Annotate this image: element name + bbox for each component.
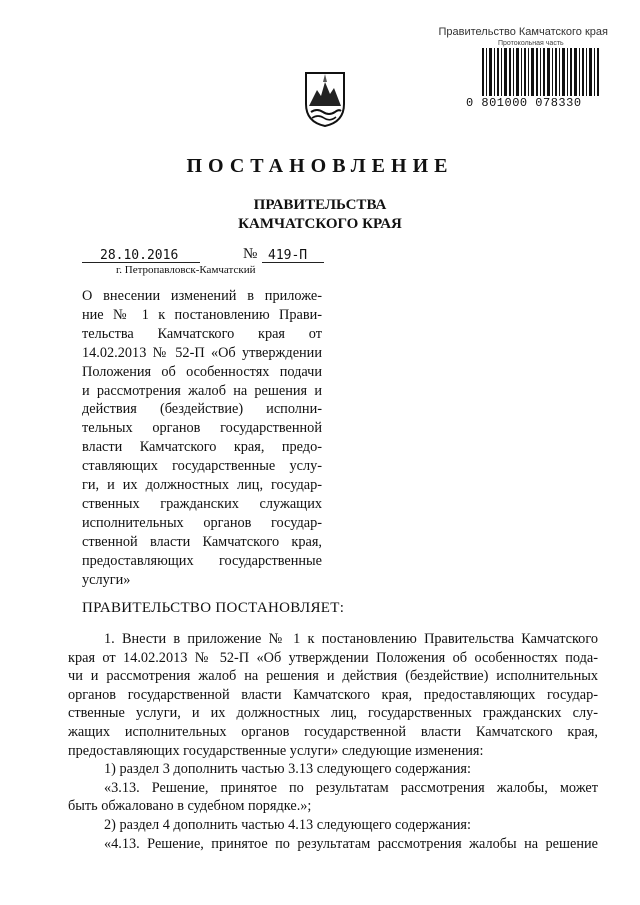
subject-line: ственных гражданских служащих	[82, 495, 322, 512]
body-line: органов государственной власти Камчатского края, предоставляющих государ-	[68, 686, 598, 703]
body-line: 1) раздел 3 дополнить частью 3.13 следующего содержания:	[104, 761, 471, 778]
body-line: быть обжаловано в судебном порядке.»;	[68, 798, 312, 815]
document-number: 419-П	[268, 248, 308, 263]
body-line: чи и рассмотрения жалоб на решения и действия (бездействие) исполнительных	[68, 668, 598, 685]
subject-line: услуги»	[82, 571, 131, 588]
body-line: края от 14.02.2013 № 52-П «Об утверждении Положения об особенностях пода-	[68, 649, 598, 666]
coat-of-arms-icon	[303, 70, 347, 128]
issuer-line-1: ПРАВИТЕЛЬСТВА	[253, 197, 387, 213]
body-line: «4.13. Решение, принятое по результатам рассмотрения жалобы на решение	[104, 835, 598, 852]
body-line: жащих исполнительных органов государственной власти Камчатского края,	[68, 723, 598, 740]
barcode-number: 0 801000 078330	[466, 96, 582, 110]
subject-line: действия (бездействие) исполни-	[82, 401, 322, 418]
subject-line: ставляющих государственные услу-	[82, 458, 322, 475]
subject-line: ние № 1 к постановлению Прави-	[82, 306, 322, 323]
subject-line: ственной власти Камчатского края,	[82, 533, 322, 550]
subject-line: предоставляющих государственные	[82, 552, 322, 569]
issuer-line-2: КАМЧАТСКОГО КРАЯ	[238, 216, 402, 232]
body-line: 1. Внести в приложение № 1 к постановлению Правительства Камчатского	[104, 631, 598, 647]
organization-stamp: Правительство Камчатского края	[438, 26, 608, 38]
subject-line: Положения об особенностях подачи	[82, 363, 322, 380]
number-sign: №	[243, 246, 258, 262]
decree-phrase: ПРАВИТЕЛЬСТВО ПОСТАНОВЛЯЕТ:	[82, 600, 345, 616]
document-type-title: ПОСТАНОВЛЕНИЕ	[186, 155, 454, 177]
document-subject	[82, 287, 322, 590]
number-underline	[262, 262, 324, 263]
subject-line: исполнительных органов государ-	[82, 514, 322, 531]
body-line: «3.13. Решение, принятое по результатам рассмотрения жалобы, может	[104, 779, 598, 796]
city-label: г. Петропавловск-Камчатский	[116, 264, 256, 276]
subject-line: власти Камчатского края, предо-	[82, 439, 322, 456]
barcode-icon	[482, 48, 600, 96]
subject-line: и рассмотрения жалоб на решения и	[82, 382, 322, 399]
body-line: ственные услуги, и их должностных лиц, государственных гражданских слу-	[68, 705, 598, 722]
body-line: 2) раздел 4 дополнить частью 4.13 следующего содержания:	[104, 816, 471, 833]
document-date: 28.10.2016	[100, 248, 179, 263]
subject-line: О внесении изменений в приложе-	[82, 288, 322, 304]
subject-line: тельства Камчатского края от	[82, 325, 322, 342]
subject-line: тельных органов государственной	[82, 420, 322, 437]
subject-line: ги, и их должностных лиц, государ-	[82, 477, 322, 494]
date-underline	[82, 262, 200, 263]
subject-line: 14.02.2013 № 52-П «Об утверждении	[82, 344, 322, 361]
document-body	[68, 630, 598, 853]
body-line: предоставляющих государственные услуги» следующие изменения:	[68, 742, 484, 759]
barcode-caption: Протокольная часть	[498, 40, 564, 47]
